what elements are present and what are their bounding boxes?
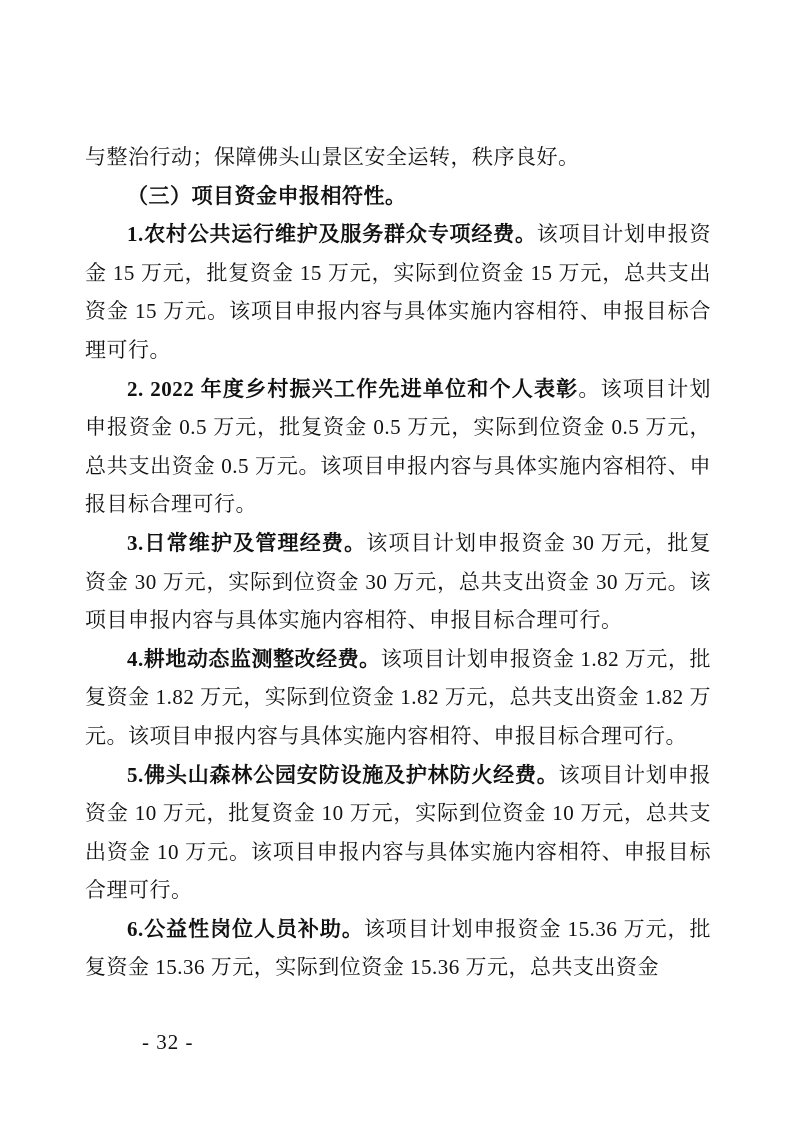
paragraph-text: 该项目计划申报资金 10 万元，批复资金 10 万元，实际到位资金 10 万元，总共支出资金 10 万元。该项目申报内容与具体实施内容相符、申报目标合理可行。 bbox=[85, 762, 712, 903]
paragraph-text: 该项目计划申报资金 15 万元，批复资金 15 万元，实际到位资金 15 万元，总共支出资金 15 万元。该项目申报内容与具体实施内容相符、申报目标合理可行。 bbox=[85, 222, 712, 362]
paragraph-text: 该项目计划申报资金 30 万元，批复资金 30 万元，实际到位资金 30 万元，总共支出资金 30 万元。该项目申报内容与具体实施内容相符、申报目标合理可行。 bbox=[85, 530, 712, 633]
paragraph-item-2 bbox=[85, 370, 711, 524]
section-heading-text: （三）项目资金申报相符性。 bbox=[127, 183, 407, 208]
paragraph-lead: 4.耕地动态监测整改经费。 bbox=[127, 646, 381, 671]
paragraph-continuation bbox=[85, 138, 711, 177]
paragraph-item-5 bbox=[85, 756, 711, 910]
paragraph-text: 该项目计划申报资金 1.82 万元，批复资金 1.82 万元，实际到位资金 1.82 万元，总共支出资金 1.82 万元。该项目申报内容与具体实施内容相符、申报目标合理可行。 bbox=[85, 646, 712, 748]
section-heading bbox=[85, 177, 711, 216]
paragraph-text: 与整治行动；保障佛头山景区安全运转，秩序良好。 bbox=[85, 145, 580, 169]
paragraph-item-6 bbox=[85, 910, 711, 987]
paragraph-lead: 3.日常维护及管理经费。 bbox=[127, 530, 367, 555]
paragraph-item-4 bbox=[85, 640, 711, 756]
document-body bbox=[85, 138, 711, 987]
paragraph-item-3 bbox=[85, 524, 711, 640]
paragraph-lead: 5.佛头山森林公园安防设施及护林防火经费。 bbox=[127, 762, 559, 787]
paragraph-lead: 2. 2022 年度乡村振兴工作先进单位和个人表彰 bbox=[127, 376, 579, 401]
page-number: - 32 - bbox=[142, 1030, 194, 1054]
paragraph-text: 该项目计划申报资金 15.36 万元，批复资金 15.36 万元，实际到位资金 15.36 万元，总共支出资金 bbox=[85, 916, 712, 980]
paragraph-lead: 1.农村公共运行维护及服务群众专项经费。 bbox=[127, 222, 537, 247]
paragraph-item-1 bbox=[85, 215, 711, 369]
paragraph-text: 。该项目计划申报资金 0.5 万元，批复资金 0.5 万元，实际到位资金 0.5 万元，总共支出资金 0.5 万元。该项目申报内容与具体实施内容相符、申报目标合理可行。 bbox=[85, 376, 711, 517]
paragraph-lead: 6.公益性岗位人员补助。 bbox=[127, 916, 364, 941]
